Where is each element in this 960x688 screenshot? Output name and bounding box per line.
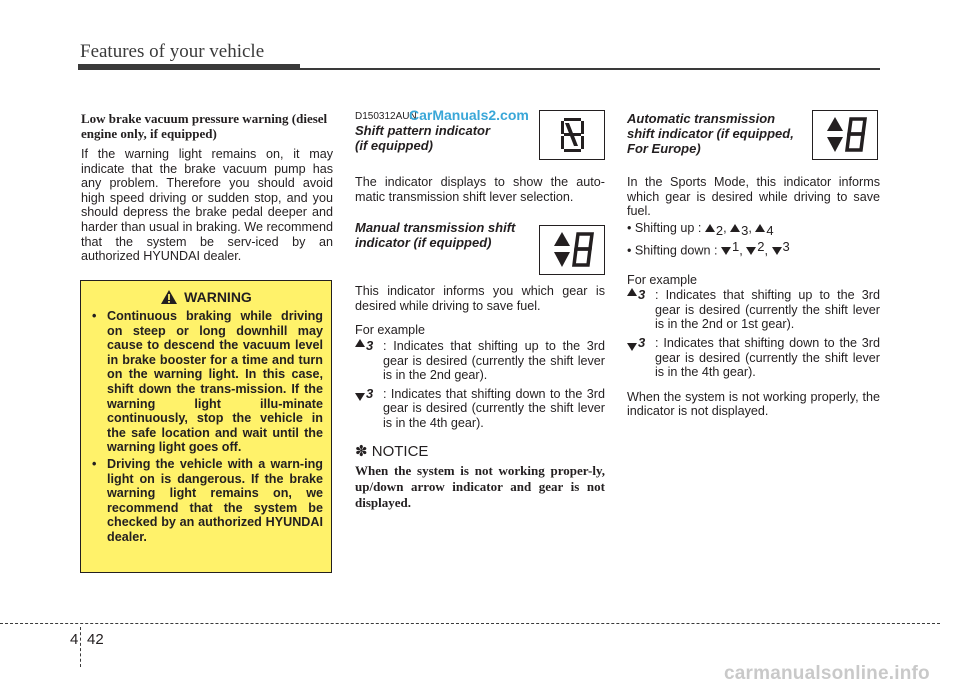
header-rule-accent <box>78 64 300 70</box>
manual-shift-body: This indicator informs you which gear is desired while driving to save fuel. <box>355 284 605 313</box>
section-code-text: D150312AUN <box>355 111 417 122</box>
chapter-number: 4 <box>70 631 79 648</box>
down-arrow-icon <box>772 247 782 255</box>
down-arrow-icon <box>721 247 731 255</box>
gear-number: 1 <box>732 239 740 255</box>
example-label: For example <box>627 272 697 287</box>
down-arrow-icon <box>746 247 756 255</box>
gear-number: 3 <box>366 385 374 401</box>
gear-number: 3 <box>741 222 749 238</box>
gear-up-symbol <box>755 224 773 239</box>
brake-vacuum-body: If the warning light remains on, it may indicate that the brake vacuum pump has any problem. Therefore you should avoid high speed driving or sudden stop, and you should depress the brake pedal deeper and harder than usual in braking. We recommend that the system be serv-iced by an authorized HYUNDAI dealer. <box>81 147 333 264</box>
shifting-down-label: • Shifting down : <box>627 243 718 258</box>
gear-down-symbol <box>772 240 790 255</box>
shifting-up-line: • Shifting up : 2 , 3 , 4 <box>627 220 774 238</box>
example-down-text: : Indicates that shifting down to the 3rd gear is desired (currently the shift lever is in the 4th gear). <box>655 335 880 380</box>
up-arrow-icon <box>730 224 740 232</box>
site-watermark: carmanualsonline.info <box>724 663 930 684</box>
down-arrow-icon <box>355 393 365 401</box>
up-down-8-icon <box>540 226 604 274</box>
brake-vacuum-heading: Low brake vacuum pressure warning (diesel engine only, if equipped) <box>81 111 328 141</box>
warning-item: • Continuous braking while driving on steep or long downhill may cause to descend the vacuum level in brake booster for a time and turn on the warning light. In this case, shift down the trans-mission. If the warning light illu-minate continuously, stop the vehicle in the safe location and wait until the warning light goes off. <box>89 309 323 455</box>
manual-shift-heading: Manual transmission shift indicator (if equipped) <box>355 220 516 251</box>
gear-number: 3 <box>366 337 374 353</box>
example-up-text: : Indicates that shifting up to the 3rd gear is desired (currently the shift lever is in the 2nd gear). <box>383 338 605 383</box>
watermark-text: CarManuals2.com <box>409 107 529 123</box>
gear-down-symbol <box>721 240 739 255</box>
gear-number: 3 <box>638 287 646 303</box>
example-down <box>627 336 880 380</box>
example-down-text: : Indicates that shifting down to the 3rd gear is desired (currently the shift lever is in the 4th gear). <box>383 386 605 430</box>
auto-shift-indicator-icon <box>812 110 878 160</box>
notice-body: When the system is not working proper-ly, up/down arrow indicator and gear is not displayed. <box>355 463 605 511</box>
page-number: 42 <box>87 631 104 648</box>
up-arrow-icon <box>627 288 637 296</box>
gear-down-symbol <box>355 387 373 402</box>
gear-down-symbol <box>627 336 645 351</box>
shifting-down-line: • Shifting down : 1 , 2 , 3 <box>627 239 790 258</box>
down-arrow-icon <box>627 343 637 351</box>
page-header-title: Features of your vehicle <box>80 41 265 62</box>
warning-triangle-icon <box>160 289 178 305</box>
gear-number: 4 <box>766 222 774 238</box>
manual-shift-indicator-icon <box>539 225 605 275</box>
up-arrow-icon <box>705 224 715 232</box>
warning-box <box>80 280 332 573</box>
example-up-text: : Indicates that shifting up to the 3rd gear is desired (currently the shift lever is in the 2nd or 1st gear). <box>655 288 880 332</box>
gear-number: 2 <box>715 222 724 238</box>
warning-item: • Driving the vehicle with a warn-ing light on is dangerous. If the brake warning light remains on, we recommend that the system be checked by an authorized HYUNDAI dealer. <box>89 457 323 545</box>
gear-number: 3 <box>782 239 790 255</box>
shift-pattern-body: The indicator displays to show the auto-matic transmission shift lever selection. <box>355 175 605 204</box>
warning-list <box>89 309 323 545</box>
up-arrow-icon <box>755 224 765 232</box>
gear-down-symbol <box>746 240 764 255</box>
example-down <box>355 387 605 431</box>
gear-number: 3 <box>638 334 646 350</box>
example-label: For example <box>355 323 425 338</box>
auto-shift-footer-text: When the system is not working properly, the indicator is not displayed. <box>627 389 880 419</box>
footer-rule <box>0 623 940 624</box>
auto-shift-body: In the Sports Mode, this indicator informs which gear is desired while driving to save fuel. <box>627 175 880 219</box>
warning-header <box>89 289 323 305</box>
gear-up-symbol <box>730 224 748 239</box>
gear-up-symbol <box>705 224 723 239</box>
column-shift-indicators <box>355 107 605 511</box>
up-down-8-icon <box>813 111 877 159</box>
gear-up-symbol <box>627 288 645 303</box>
gear-up-symbol <box>355 339 373 354</box>
shift-pattern-heading: Shift pattern indicator (if equipped) <box>355 123 491 153</box>
segment-display-icon <box>540 111 604 159</box>
page-number-separator <box>80 627 81 667</box>
column-brake-vacuum <box>81 111 333 274</box>
example-up <box>355 339 605 383</box>
auto-shift-heading: Automatic transmission shift indicator (if equipped, For Europe) <box>627 111 794 156</box>
example-up <box>627 288 880 332</box>
shifting-up-label: • Shifting up : <box>627 220 702 235</box>
notice-title: ✽ NOTICE <box>355 442 429 460</box>
gear-number: 2 <box>757 239 765 255</box>
up-arrow-icon <box>355 339 365 347</box>
warning-title: WARNING <box>184 289 252 305</box>
shift-pattern-indicator-icon <box>539 110 605 160</box>
